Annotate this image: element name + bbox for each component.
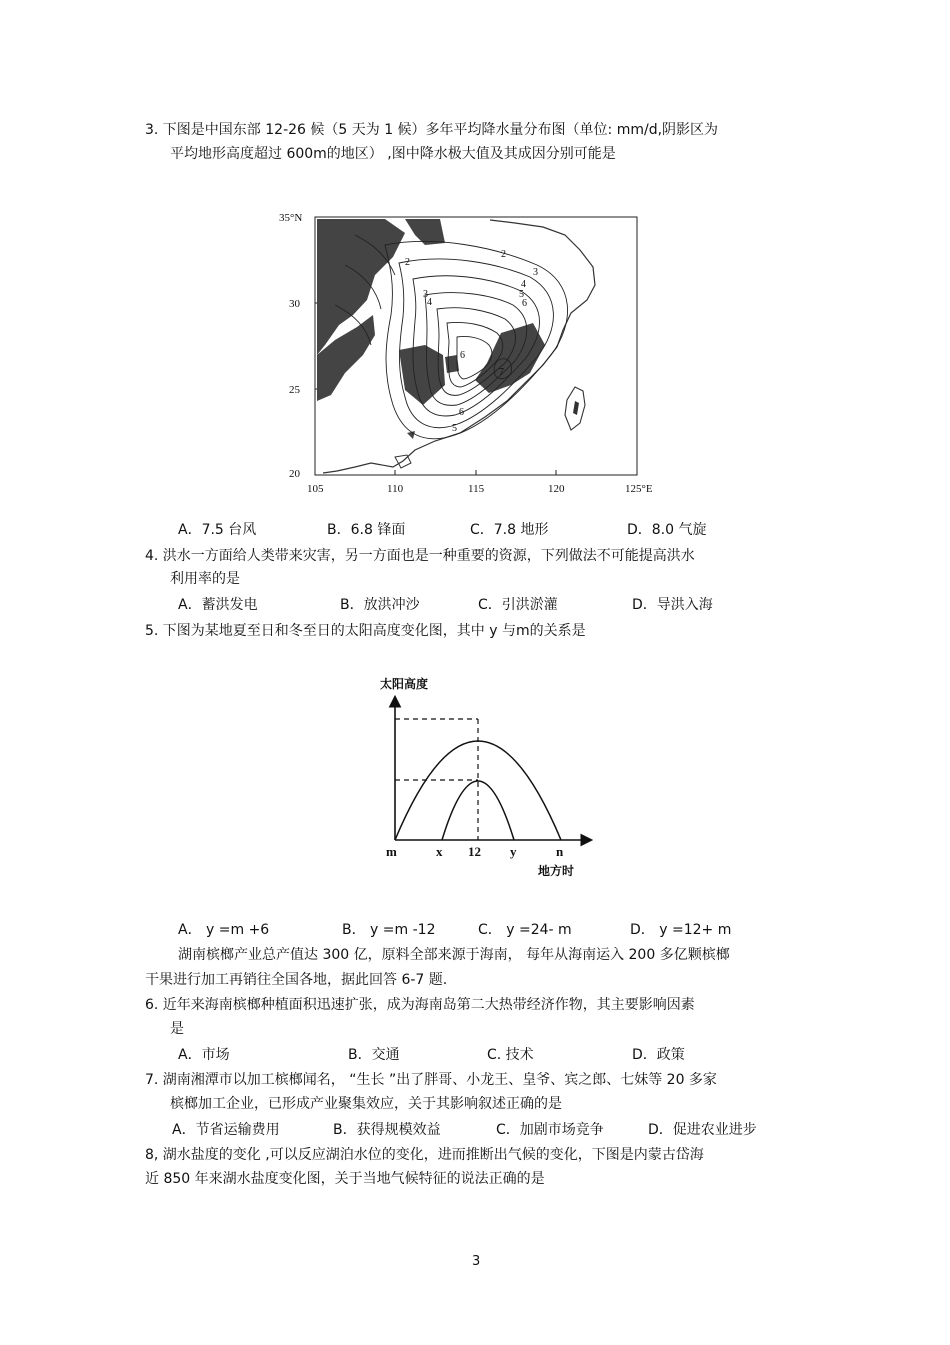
q3-stem-line2: 平均地形高度超过 600m的地区） ,图中降水极大值及其成因分别可能是 bbox=[170, 146, 616, 162]
q5-option-c[interactable]: C． y =24- m bbox=[478, 922, 572, 938]
contour-label: 7 bbox=[499, 367, 504, 378]
contour-label: 3 bbox=[423, 289, 428, 300]
page-number: 3 bbox=[472, 1254, 481, 1269]
precipitation-map bbox=[275, 205, 675, 500]
q6-option-d[interactable]: D．政策 bbox=[632, 1047, 685, 1063]
tick-y: y bbox=[510, 844, 517, 859]
q7-option-b[interactable]: B．获得规模效益 bbox=[333, 1122, 441, 1138]
q4-option-d[interactable]: D．导洪入海 bbox=[632, 597, 713, 613]
passage-line1: 湖南槟榔产业总产值达 300 亿，原料全部来源于海南， 每年从海南运入 200 多亿颗槟榔 bbox=[178, 947, 730, 963]
lat-label: 25 bbox=[289, 384, 300, 396]
q3-option-d[interactable]: D．8.0 气旋 bbox=[627, 522, 707, 538]
lon-label: 125°E bbox=[625, 483, 653, 495]
q6-option-b[interactable]: B．交通 bbox=[348, 1047, 400, 1063]
lon-label: 105 bbox=[307, 483, 324, 495]
q3-option-b[interactable]: B．6.8 锋面 bbox=[327, 522, 406, 538]
x-axis-label: 地方时 bbox=[538, 864, 575, 878]
q4-option-c[interactable]: C．引洪淤灌 bbox=[478, 597, 558, 613]
q4-option-b[interactable]: B．放洪冲沙 bbox=[340, 597, 420, 613]
q8-stem-line1: 8, 湖水盐度的变化 ,可以反应湖泊水位的变化，进而推断出气候的变化，下图是内蒙古岱海 bbox=[145, 1147, 704, 1163]
q7-option-a[interactable]: A．节省运输费用 bbox=[172, 1122, 280, 1138]
q7-option-c[interactable]: C．加剧市场竞争 bbox=[496, 1122, 604, 1138]
q6-option-a[interactable]: A．市场 bbox=[178, 1047, 230, 1063]
q4-stem-line1: 4. 洪水一方面给人类带来灾害，另一方面也是一种重要的资源，下列做法不可能提高洪水 bbox=[145, 548, 695, 564]
contour-label: 4 bbox=[427, 297, 432, 308]
lon-label: 115 bbox=[468, 483, 485, 495]
q4-option-a[interactable]: A．蓄洪发电 bbox=[178, 597, 258, 613]
q6-option-c[interactable]: C. 技术 bbox=[487, 1047, 534, 1063]
sun-altitude-chart bbox=[350, 672, 610, 882]
q6-stem-line1: 6. 近年来海南槟榔种植面积迅速扩张，成为海南岛第二大热带经济作物，其主要影响因素 bbox=[145, 997, 695, 1013]
q5-stem-line1: 5. 下图为某地夏至日和冬至日的太阳高度变化图，其中 y 与m的关系是 bbox=[145, 623, 586, 639]
q5-option-a[interactable]: A． y =m +6 bbox=[178, 922, 270, 938]
q3-option-c[interactable]: C．7.8 地形 bbox=[470, 522, 549, 538]
q3-option-a[interactable]: A．7.5 台风 bbox=[178, 522, 257, 538]
tick-n: n bbox=[556, 844, 564, 859]
contour-label: 5 bbox=[519, 289, 524, 300]
q6-stem-line2: 是 bbox=[170, 1021, 184, 1037]
contour-label: 6 bbox=[460, 350, 465, 361]
tick-m: m bbox=[386, 844, 397, 859]
q5-option-d[interactable]: D． y =12+ m bbox=[630, 922, 732, 938]
lat-label: 20 bbox=[289, 468, 300, 480]
contour-label: 6 bbox=[522, 298, 527, 309]
lat-label: 30 bbox=[289, 298, 300, 310]
q5-option-b[interactable]: B． y =m -12 bbox=[342, 922, 436, 938]
y-axis-label: 太阳高度 bbox=[380, 677, 429, 691]
lon-label: 110 bbox=[387, 483, 404, 495]
lat-label: 35°N bbox=[279, 212, 303, 224]
contour-label: 2 bbox=[405, 257, 410, 268]
contour-label: 2 bbox=[501, 249, 506, 260]
contour-label: 5 bbox=[452, 423, 457, 434]
contour-label: 6 bbox=[459, 407, 464, 418]
q3-stem-line1: 3. 下图是中国东部 12-26 候（5 天为 1 候）多年平均降水量分布图（单位: mm/d,阴影区为 bbox=[145, 122, 719, 138]
tick-x: x bbox=[436, 844, 443, 859]
q7-stem-line1: 7. 湖南湘潭市以加工槟榔闻名， “生长 ”出了胖哥、小龙王、皇爷、宾之郎、七妹等 20 多家 bbox=[145, 1072, 717, 1088]
lon-label: 120 bbox=[548, 483, 565, 495]
tick-12: 12 bbox=[468, 844, 481, 859]
q7-option-d[interactable]: D．促进农业进步 bbox=[648, 1122, 757, 1138]
passage-line2: 干果进行加工再销往全国各地，据此回答 6-7 题. bbox=[145, 972, 448, 988]
q7-stem-line2: 槟榔加工企业，已形成产业聚集效应，关于其影响叙述正确的是 bbox=[170, 1096, 562, 1112]
q8-stem-line2: 近 850 年来湖水盐度变化图，关于当地气候特征的说法正确的是 bbox=[145, 1171, 545, 1187]
contour-label: 4 bbox=[521, 279, 526, 290]
q4-stem-line2: 利用率的是 bbox=[170, 571, 240, 587]
contour-label: 3 bbox=[533, 267, 538, 278]
